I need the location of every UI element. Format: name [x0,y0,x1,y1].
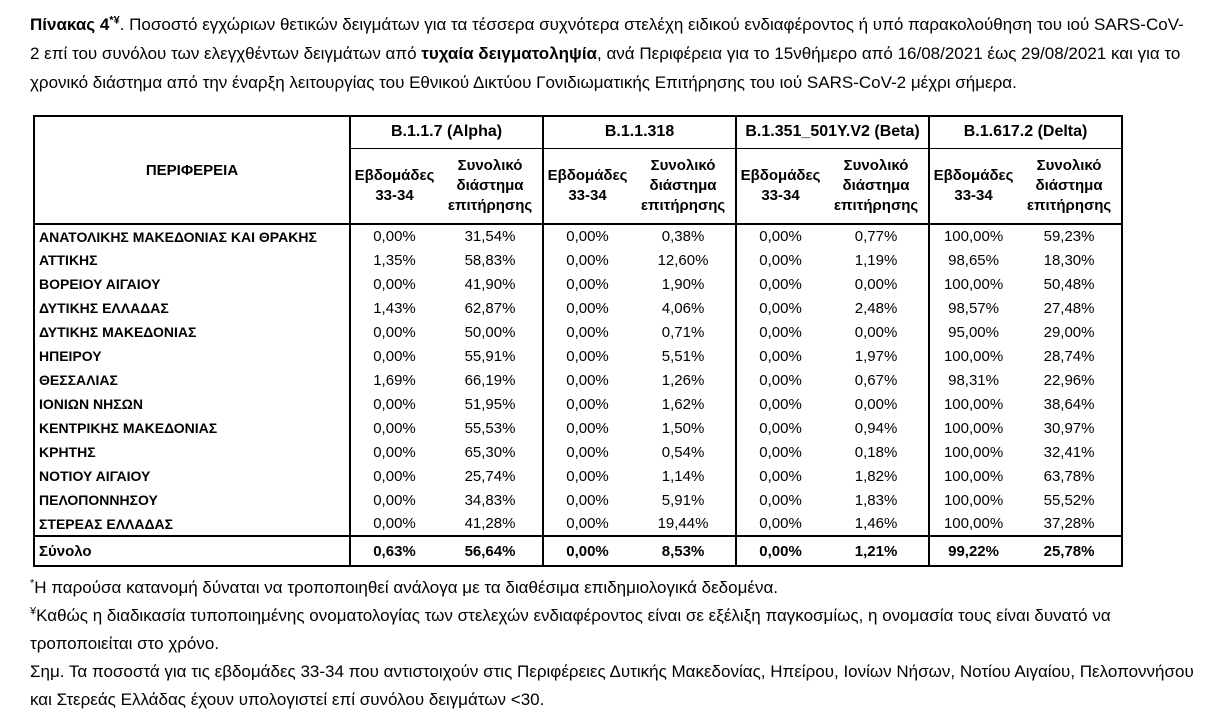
value-cell: 25,74% [464,467,516,485]
value-cell: 51,95% [464,395,516,413]
total-value-cell: 99,22% [929,536,1017,566]
subheader-weeks: Εβδομάδες 33-34 [929,148,1017,224]
table-row [34,344,1122,368]
variants-by-region-table [33,115,1123,567]
table-body [34,224,1122,536]
region-name: ΑΝΑΤΟΛΙΚΗΣ ΜΑΚΕΔΟΝΙΑΣ ΚΑΙ ΘΡΑΚΗΣ [34,224,350,248]
value-cell: 62,87% [464,299,516,317]
value-cell: 55,52% [1043,491,1095,509]
footnote-text: Η παρούσα κατανομή δύναται να τροποποιηθεί ανάλογα με τα διαθέσιμα επιδημιολογικά δεδομένα. [34,578,779,597]
value-cell: 0,00% [736,224,824,248]
value-cell: 1,26% [661,371,705,389]
value-cell: 0,00% [543,464,631,488]
value-cell: 0,18% [854,443,898,461]
region-column-header: ΠΕΡΙΦΕΡΕΙΑ [34,116,350,224]
table-row [34,224,1122,248]
caption-text-2: , ανά Περιφέρεια για το 15νθήμερο από 16/08/2021 έως 29/08/2021 και για το χρονικό διάστημα από την έναρξη λειτουργίας του Εθνικού Δικτύου Γονιδιωματικής Επιτήρησης του ιού SARS-CoV-2 μέχρι σήμερα. [30,44,1181,92]
table-row [34,464,1122,488]
value-cell: 38,64% [1043,395,1095,413]
value-cell: 63,78% [1043,467,1095,485]
variant-header-row [34,116,1122,148]
value-cell: 100,00% [929,512,1017,536]
value-cell: 0,00% [736,440,824,464]
subheader-total-period: Συνολικό διάστημα επιτήρησης [824,148,929,224]
value-cell: 0,00% [543,368,631,392]
value-cell: 0,00% [350,224,438,248]
region-name: ΑΤΤΙΚΗΣ [34,248,350,272]
footnote-nomenclature [30,602,1195,658]
value-cell: 100,00% [929,344,1017,368]
value-cell: 30,97% [1043,419,1095,437]
value-cell: 0,00% [736,320,824,344]
subheader-total-period: Συνολικό διάστημα επιτήρησης [1017,148,1122,224]
region-name: ΘΕΣΣΑΛΙΑΣ [34,368,350,392]
value-cell: 65,30% [464,443,516,461]
value-cell: 0,00% [854,323,898,341]
value-cell: 0,38% [661,228,705,245]
value-cell: 100,00% [929,440,1017,464]
value-cell: 27,48% [1043,299,1095,317]
caption-label: Πίνακας 4*¥ [30,14,120,34]
subheader-total-period: Συνολικό διάστημα επιτήρησης [438,148,543,224]
total-value-cell: 0,00% [543,536,631,566]
value-cell: 1,19% [854,251,898,269]
value-cell: 41,28% [464,515,516,532]
value-cell: 22,96% [1043,371,1095,389]
subheader-weeks: Εβδομάδες 33-34 [736,148,824,224]
value-cell: 18,30% [1043,251,1095,269]
value-cell: 0,00% [736,368,824,392]
value-cell: 0,00% [350,416,438,440]
value-cell: 19,44% [657,515,709,532]
total-label: Σύνολο [34,536,350,566]
region-name: ΒΟΡΕΙΟΥ ΑΙΓΑΙΟΥ [34,272,350,296]
value-cell: 0,94% [854,419,898,437]
value-cell: 0,00% [543,512,631,536]
total-value-cell: 0,00% [736,536,824,566]
value-cell: 100,00% [929,224,1017,248]
region-name: ΙΟΝΙΩΝ ΝΗΣΩΝ [34,392,350,416]
value-cell: 0,00% [854,395,898,413]
value-cell: 32,41% [1043,443,1095,461]
footnote-mark-yen: ¥ [30,605,37,618]
value-cell: 0,00% [543,440,631,464]
value-cell: 50,00% [464,323,516,341]
region-name: ΚΕΝΤΡΙΚΗΣ ΜΑΚΕΔΟΝΙΑΣ [34,416,350,440]
footnote-text: Σημ. Τα ποσοστά για τις εβδομάδες 33-34 που αντιστοιχούν στις Περιφέρειες Δυτικής Μακεδονίας, Ηπείρου, Ιονίων Νήσων, Νοτίου Αιγαίου, Πελοποννήσου και Στερεάς Ελλάδας έχουν υπολογιστεί επί συνόλου δειγμάτων <30. [30,662,1194,709]
value-cell: 0,00% [350,392,438,416]
region-name: ΔΥΤΙΚΗΣ ΕΛΛΑΔΑΣ [34,296,350,320]
table-row [34,248,1122,272]
value-cell: 2,48% [854,299,898,317]
value-cell: 0,00% [543,248,631,272]
table-row [34,320,1122,344]
value-cell: 0,00% [350,440,438,464]
table-row [34,392,1122,416]
value-cell: 1,35% [350,248,438,272]
caption-text-1: . Ποσοστό εγχώριων θετικών δειγμάτων για τα τέσσερα συχνότερα στελέχη ειδικού ενδιαφέροντος ή υπό παρακολούθηση του ιού SARS-CoV-2 επί του συνόλου των ελεγχθέντων δειγμάτων από [30,15,1184,63]
value-cell: 1,43% [350,296,438,320]
value-cell: 12,60% [657,251,709,269]
value-cell: 100,00% [929,488,1017,512]
footnote-distribution [30,574,1195,602]
region-name: ΔΥΤΙΚΗΣ ΜΑΚΕΔΟΝΙΑΣ [34,320,350,344]
caption-bold-phrase: τυχαία δειγματοληψία [421,44,598,63]
value-cell: 59,23% [1043,228,1095,245]
value-cell: 0,00% [350,344,438,368]
value-cell: 4,06% [661,299,705,317]
value-cell: 0,00% [736,488,824,512]
value-cell: 0,00% [543,488,631,512]
variant-header-delta: B.1.617.2 (Delta) [929,116,1122,148]
value-cell: 0,00% [350,488,438,512]
value-cell: 98,65% [929,248,1017,272]
total-value-cell: 56,64% [438,536,543,566]
value-cell: 0,00% [350,512,438,536]
value-cell: 0,71% [661,323,705,341]
region-name: ΠΕΛΟΠΟΝΝΗΣΟΥ [34,488,350,512]
region-name: ΝΟΤΙΟΥ ΑΙΓΑΙΟΥ [34,464,350,488]
value-cell: 0,00% [736,392,824,416]
value-cell: 5,91% [661,491,705,509]
value-cell: 58,83% [464,251,516,269]
subheader-weeks: Εβδομάδες 33-34 [543,148,631,224]
table-row [34,296,1122,320]
variant-header-beta: B.1.351_501Y.V2 (Beta) [736,116,929,148]
value-cell: 0,00% [736,272,824,296]
table-caption [30,10,1192,97]
value-cell: 0,00% [543,344,631,368]
value-cell: 1,83% [854,491,898,509]
value-cell: 55,91% [464,347,516,365]
value-cell: 37,28% [1043,515,1095,532]
value-cell: 100,00% [929,392,1017,416]
value-cell: 98,57% [929,296,1017,320]
value-cell: 0,77% [854,228,898,245]
value-cell: 100,00% [929,416,1017,440]
value-cell: 50,48% [1043,275,1095,293]
value-cell: 0,00% [543,224,631,248]
value-cell: 1,90% [661,275,705,293]
value-cell: 100,00% [929,464,1017,488]
value-cell: 0,54% [661,443,705,461]
subheader-total-period: Συνολικό διάστημα επιτήρησης [631,148,736,224]
value-cell: 55,53% [464,419,516,437]
value-cell: 0,00% [736,248,824,272]
value-cell: 0,00% [350,320,438,344]
value-cell: 5,51% [661,347,705,365]
value-cell: 0,00% [350,272,438,296]
total-value-cell: 0,63% [350,536,438,566]
total-row [34,536,1122,566]
value-cell: 95,00% [929,320,1017,344]
footnotes [30,574,1195,714]
value-cell: 0,00% [543,296,631,320]
value-cell: 66,19% [464,371,516,389]
caption-footnote-marks: *¥ [109,14,120,27]
footnote-text: Καθώς η διαδικασία τυποποιημένης ονοματολογίας των στελεχών ενδιαφέροντος είναι σε εξέλιξη παγκοσμίως, η ονομασία τους είναι δυνατό να τροποποιείται στο χρόνο. [30,606,1111,653]
value-cell: 0,00% [543,416,631,440]
region-name: ΣΤΕΡΕΑΣ ΕΛΛΑΔΑΣ [34,512,350,536]
value-cell: 1,82% [854,467,898,485]
value-cell: 34,83% [464,491,516,509]
table-row [34,440,1122,464]
subheader-weeks: Εβδομάδες 33-34 [350,148,438,224]
value-cell: 41,90% [464,275,516,293]
table-row [34,416,1122,440]
value-cell: 0,00% [543,320,631,344]
value-cell: 0,00% [543,392,631,416]
value-cell: 0,00% [854,275,898,293]
value-cell: 0,00% [736,344,824,368]
variant-header-alpha: B.1.1.7 (Alpha) [350,116,543,148]
variant-header-b11318: B.1.1.318 [543,116,736,148]
table-row [34,272,1122,296]
value-cell: 1,14% [661,467,705,485]
total-value-cell: 25,78% [1017,536,1122,566]
value-cell: 1,50% [661,419,705,437]
value-cell: 0,00% [543,272,631,296]
table-row [34,368,1122,392]
footnote-note-samples [30,658,1195,714]
value-cell: 1,97% [854,347,898,365]
value-cell: 0,00% [736,464,824,488]
value-cell: 1,69% [350,368,438,392]
region-name: ΗΠΕΙΡΟΥ [34,344,350,368]
value-cell: 98,31% [929,368,1017,392]
total-value-cell: 1,21% [824,536,929,566]
value-cell: 0,00% [736,296,824,320]
value-cell: 31,54% [464,228,516,245]
value-cell: 0,00% [736,416,824,440]
footnote-mark-asterisk: * [30,577,35,590]
value-cell: 1,62% [661,395,705,413]
value-cell: 29,00% [1043,323,1095,341]
value-cell: 0,00% [736,512,824,536]
value-cell: 100,00% [929,272,1017,296]
region-name: ΚΡΗΤΗΣ [34,440,350,464]
table-row [34,488,1122,512]
value-cell: 0,00% [350,464,438,488]
value-cell: 0,67% [854,371,898,389]
table-row [34,512,1122,536]
value-cell: 1,46% [854,515,898,532]
total-value-cell: 8,53% [631,536,736,566]
value-cell: 28,74% [1043,347,1095,365]
